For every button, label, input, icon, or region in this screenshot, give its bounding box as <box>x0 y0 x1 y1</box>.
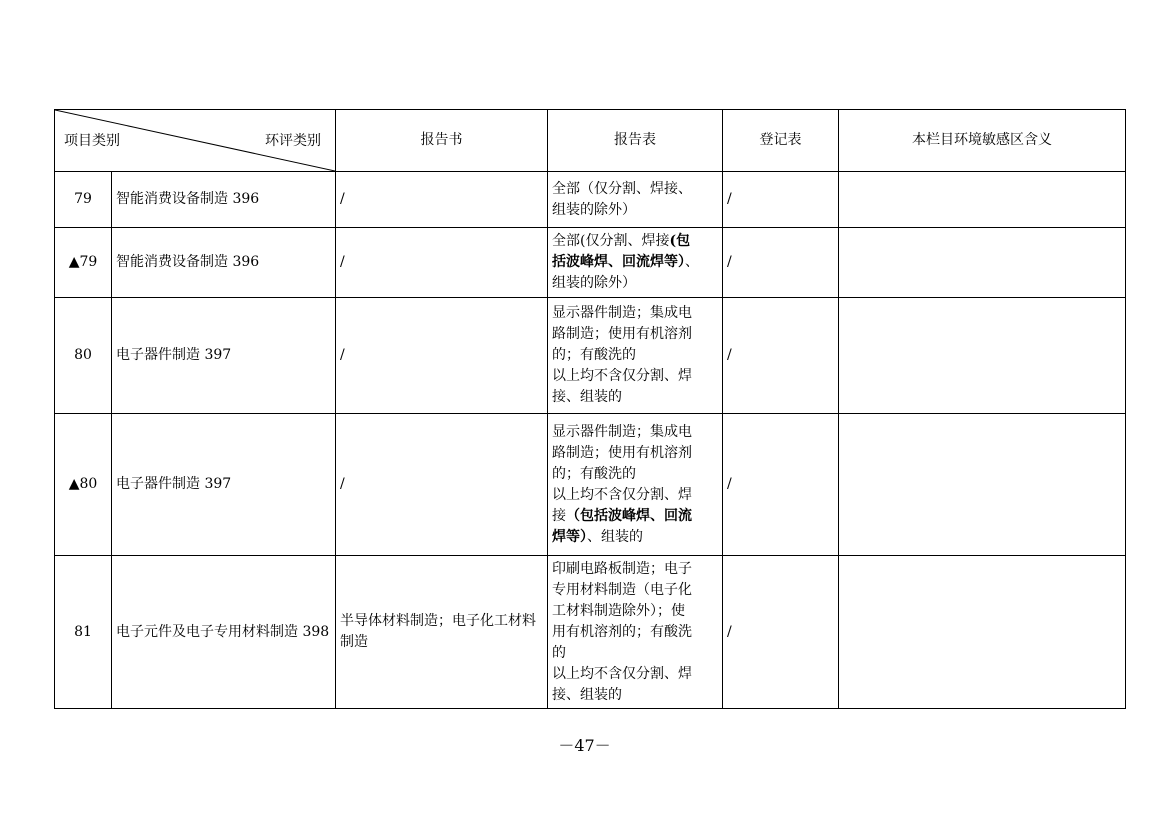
row-report-form <box>548 228 723 298</box>
row-industry: 电子器件制造 397 <box>112 298 336 414</box>
table-row <box>55 414 1126 556</box>
row-sensitive-area <box>839 298 1126 414</box>
report-form-line: 路制造；使用有机溶剂 <box>552 326 692 342</box>
report-form-line: 显示器件制造；集成电 <box>552 423 692 440</box>
report-form-line: 全部（仅分割、焊接、 <box>552 180 692 197</box>
row-report-form <box>548 298 723 414</box>
table-row <box>55 556 1126 709</box>
project-category-label: 项目类别 <box>64 133 120 149</box>
row-registration: / <box>723 298 839 414</box>
row-report-form <box>548 172 723 228</box>
report-form-line: 以上均不含仅分割、焊 <box>552 665 692 682</box>
row-report-book: / <box>336 228 548 298</box>
report-form-line: 组装的除外） <box>552 275 636 291</box>
report-form-line: 工材料制造除外）；使 <box>552 602 685 619</box>
row-registration: / <box>723 556 839 709</box>
row-number: ▲80 <box>55 414 112 556</box>
row-sensitive-area <box>839 414 1126 556</box>
page-number: －47－ <box>558 736 611 755</box>
report-form-line: 接、组装的 <box>552 686 622 703</box>
row-industry: 智能消费设备制造 396 <box>112 228 336 298</box>
report-form-line: 以上均不含仅分割、焊 <box>552 368 692 384</box>
row-sensitive-area <box>839 228 1126 298</box>
row-report-book: / <box>336 414 548 556</box>
table-row <box>55 172 1126 228</box>
row-report-form <box>548 414 723 556</box>
eia-category-label: 环评类别 <box>265 133 321 149</box>
report-form-line: 显示器件制造；集成电 <box>552 305 692 321</box>
col-report-book: 报告书 <box>336 110 548 172</box>
row-report-book: 半导体材料制造；电子化工材料制造 <box>336 556 548 709</box>
row-registration: / <box>723 172 839 228</box>
report-form-bold-text: （包括波峰焊、回流 <box>566 507 692 524</box>
col-registration: 登记表 <box>723 110 839 172</box>
row-number: 80 <box>55 298 112 414</box>
row-sensitive-area <box>839 556 1126 709</box>
row-report-book: / <box>336 298 548 414</box>
report-form-text: 接 <box>552 507 566 524</box>
row-number: ▲79 <box>55 228 112 298</box>
row-number: 79 <box>55 172 112 228</box>
report-form-line: 接、组装的 <box>552 389 622 405</box>
diagonal-header-cell <box>55 110 336 172</box>
row-registration: / <box>723 414 839 556</box>
report-form-text: 、组装的 <box>587 528 643 545</box>
report-form-bold-text: (包 <box>669 233 691 249</box>
row-industry: 电子元件及电子专用材料制造 398 <box>112 556 336 709</box>
row-report-book: / <box>336 172 548 228</box>
row-industry: 智能消费设备制造 396 <box>112 172 336 228</box>
row-registration: / <box>723 228 839 298</box>
report-form-line: 以上均不含仅分割、焊 <box>552 486 692 503</box>
row-sensitive-area <box>839 172 1126 228</box>
eia-classification-table <box>54 109 1126 709</box>
report-form-line: 印刷电路板制造；电子 <box>552 560 692 577</box>
report-form-line: 用有机溶剂的；有酸洗 <box>552 623 692 640</box>
table-row <box>55 228 1126 298</box>
report-form-line: 专用材料制造（电子化 <box>552 581 692 598</box>
row-report-form <box>548 556 723 709</box>
report-form-text: 全部(仅分割、焊接 <box>552 233 670 249</box>
col-sensitive-area: 本栏目环境敏感区含义 <box>839 110 1126 172</box>
report-form-text: 、 <box>685 254 699 270</box>
report-form-line: 的 <box>552 644 566 661</box>
report-form-bold-text: 括波峰焊、回流焊等） <box>552 254 685 270</box>
report-form-line: 组装的除外） <box>552 201 636 218</box>
report-form-line: 的；有酸洗的 <box>552 465 636 482</box>
row-industry: 电子器件制造 397 <box>112 414 336 556</box>
table-header-row <box>55 110 1126 172</box>
report-form-bold-text: 焊等） <box>552 528 587 545</box>
col-report-form: 报告表 <box>548 110 723 172</box>
table-row <box>55 298 1126 414</box>
report-form-line: 的；有酸洗的 <box>552 347 636 363</box>
row-number: 81 <box>55 556 112 709</box>
report-form-line: 路制造；使用有机溶剂 <box>552 444 692 461</box>
